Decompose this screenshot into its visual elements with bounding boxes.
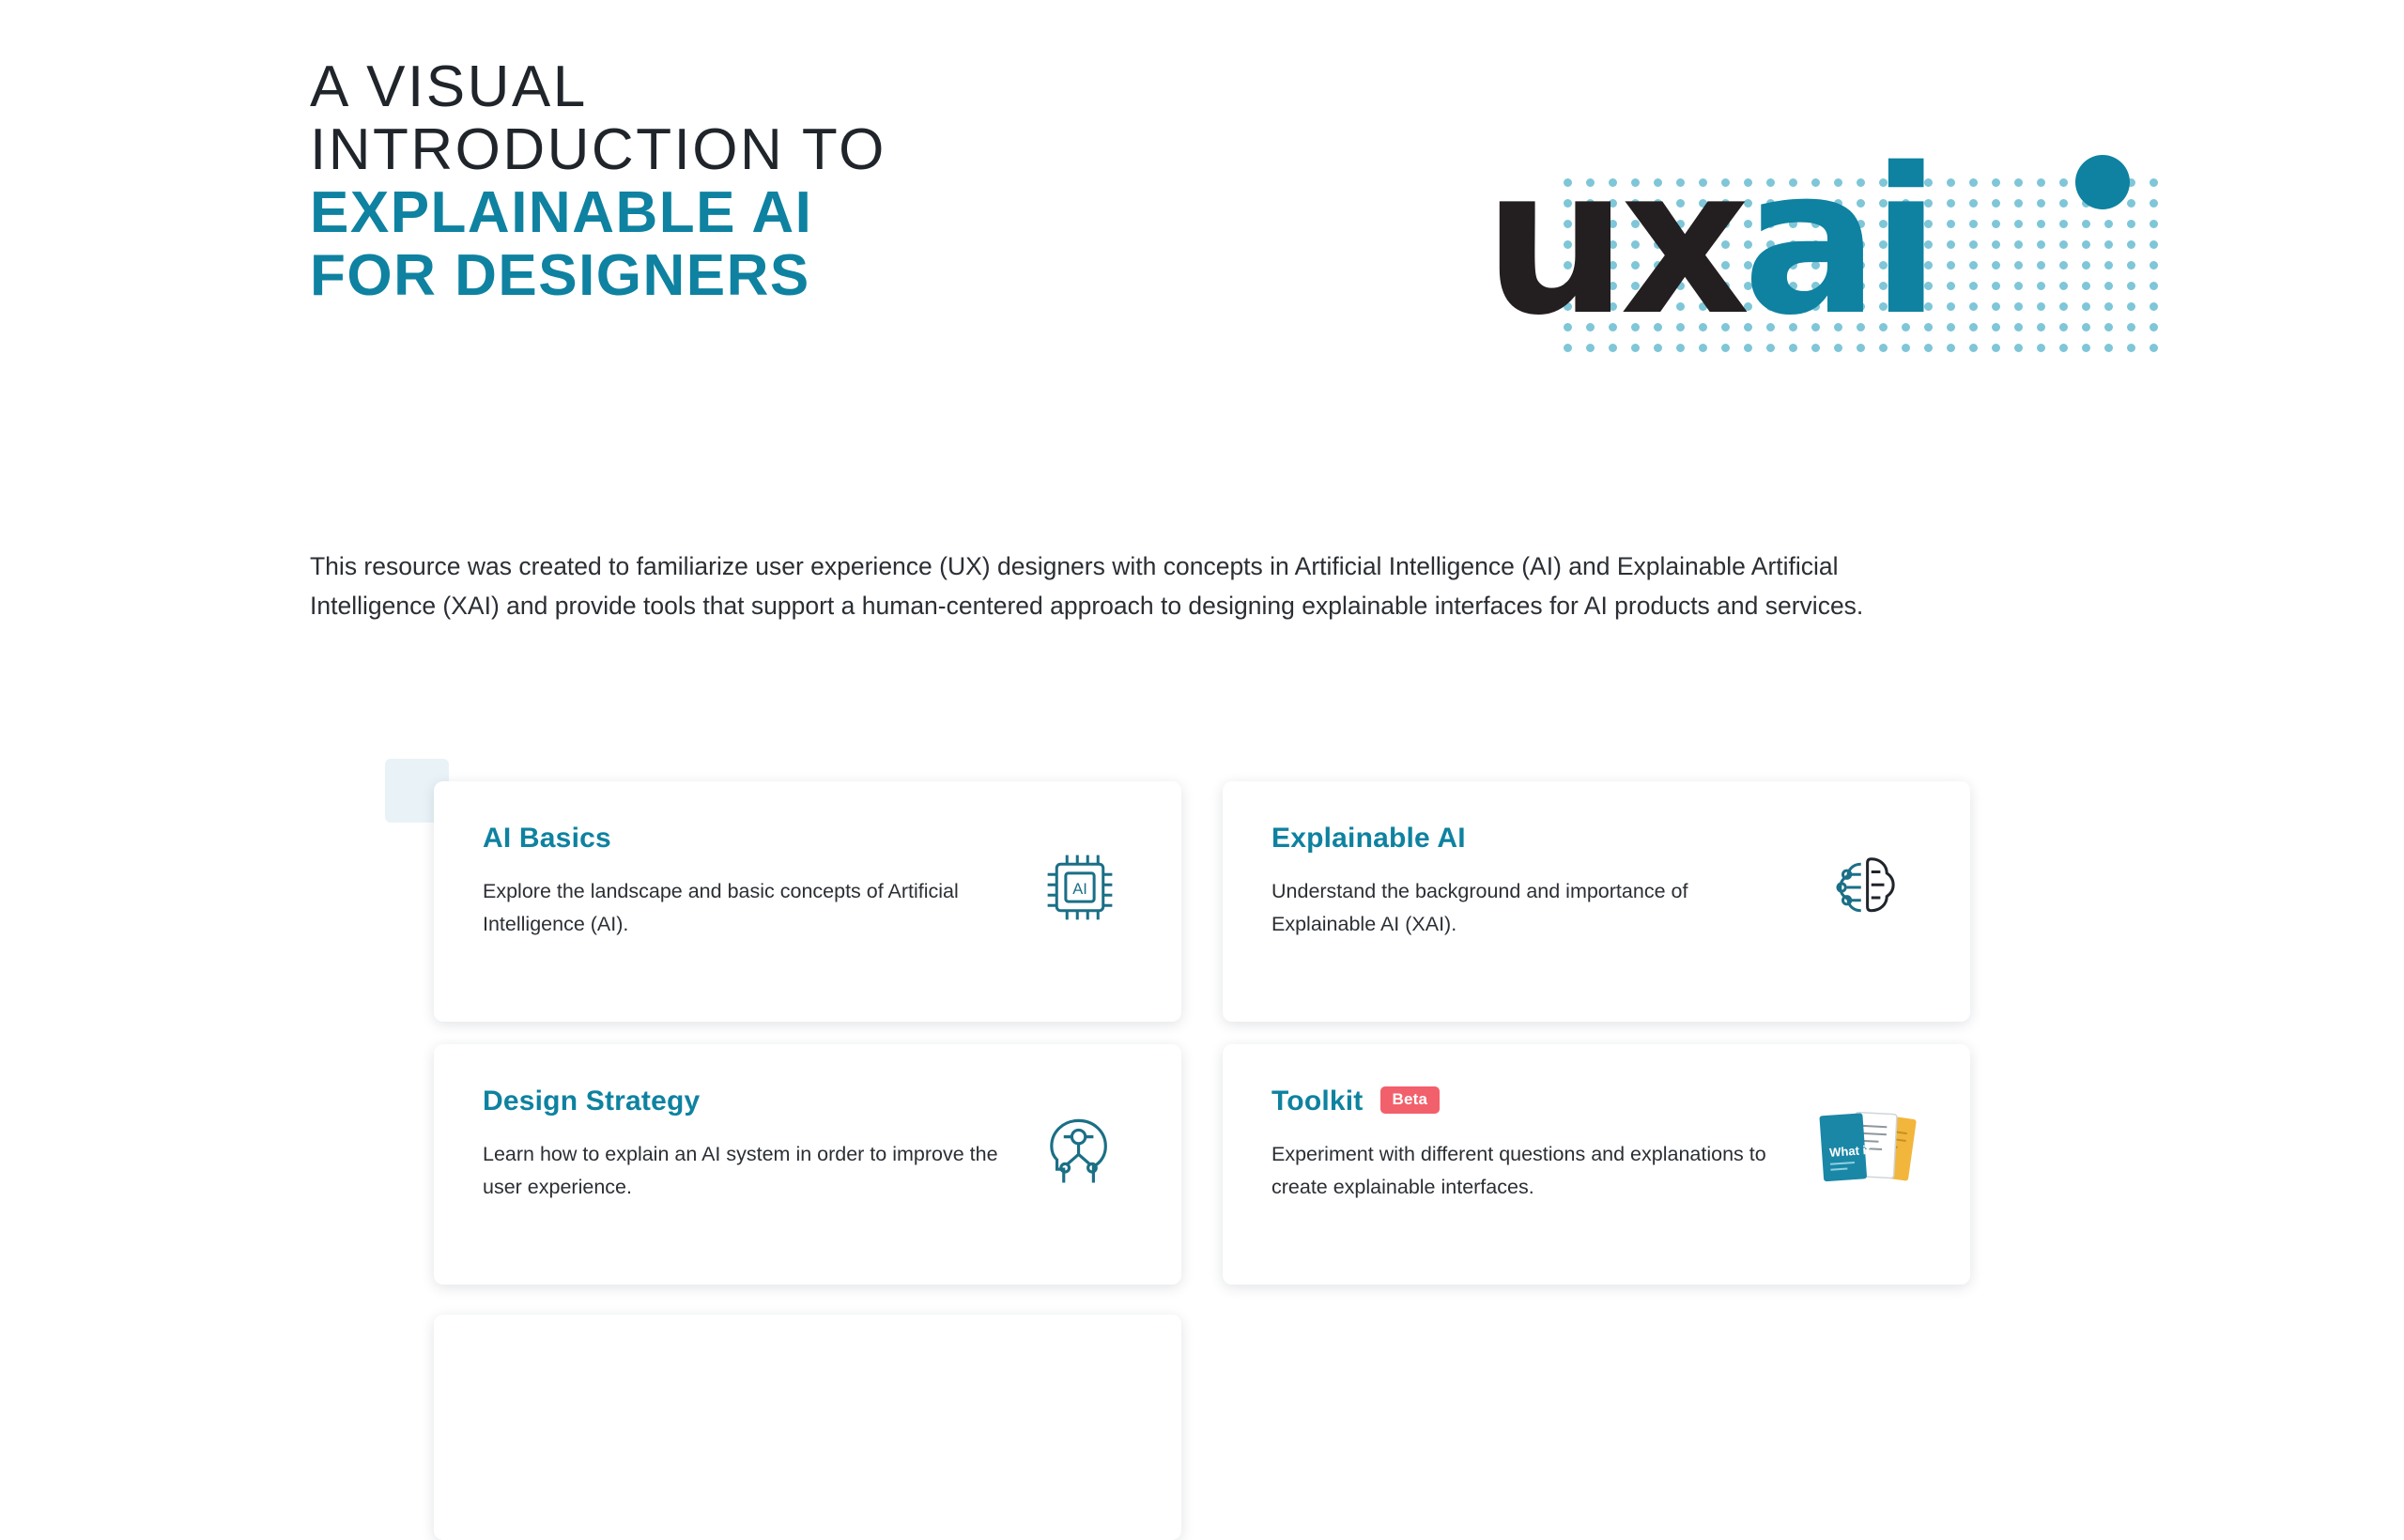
card-title	[1271, 1086, 1797, 1117]
title-line-4: FOR DESIGNERS	[310, 242, 810, 308]
cards-deck-icon	[1812, 1099, 1925, 1202]
card-explainable-ai[interactable]	[1223, 781, 1970, 1022]
logo-ux-text: ux	[1484, 124, 1743, 360]
card-description: Explore the landscape and basic concepts of Artificial Intelligence (AI).	[483, 880, 959, 935]
card-design-strategy[interactable]	[434, 1044, 1181, 1285]
head-network-icon	[1024, 1099, 1136, 1202]
card-toolkit[interactable]	[1223, 1044, 1970, 1285]
card-title-label: Explainable AI	[1271, 823, 1466, 854]
card-grid	[413, 781, 1991, 1307]
card-description: Experiment with different questions and explanations to create explainable interfaces.	[1271, 1143, 1766, 1198]
hero-section	[310, 54, 1934, 360]
card-title	[1271, 823, 1797, 855]
card-text	[483, 1356, 1009, 1377]
card-description: Understand the background and importance of Explainable AI (XAI).	[1271, 880, 1688, 935]
uxai-logo	[1484, 85, 2197, 423]
status-badge: Beta	[1380, 1086, 1441, 1114]
brain-circuit-icon	[1812, 836, 1925, 939]
card-title-label: AI Basics	[483, 823, 611, 854]
card-title	[483, 1086, 1009, 1117]
logo-ai-text: ai	[1742, 124, 1934, 360]
title-line-3: EXPLAINABLE AI	[310, 179, 813, 245]
card-title-label: Design Strategy	[483, 1086, 701, 1116]
title-line-1: A VISUAL	[310, 54, 588, 119]
card-title	[483, 823, 1009, 855]
card-text	[483, 823, 1009, 941]
card-title-label: Toolkit	[1271, 1086, 1364, 1116]
chip-ai-icon	[1024, 836, 1136, 939]
logo-i-dot	[2075, 155, 2130, 209]
svg-text:What if: What if	[1828, 1142, 1871, 1160]
card-text	[483, 1086, 1009, 1204]
card-text	[1271, 823, 1797, 941]
page-title	[310, 56, 1061, 308]
card[interactable]	[434, 1315, 1181, 1540]
intro-paragraph: This resource was created to familiarize user experience (UX) designers with concepts in Artificial Intelligence (AI) and Explainable Artificial Intelligence (XAI) and provide tools that support a human-centered approach to designing explainable interfaces for AI products and services.	[310, 551, 1864, 621]
title-line-2: INTRODUCTION TO	[310, 116, 886, 182]
card-description: Learn how to explain an AI system in order to improve the user experience.	[483, 1143, 998, 1198]
card-partial-next[interactable]	[413, 1315, 1202, 1371]
svg-text:AI: AI	[1072, 880, 1087, 898]
logo-wordmark	[1484, 124, 1934, 360]
card-text	[1271, 1086, 1797, 1204]
card-ai-basics[interactable]	[434, 781, 1181, 1022]
